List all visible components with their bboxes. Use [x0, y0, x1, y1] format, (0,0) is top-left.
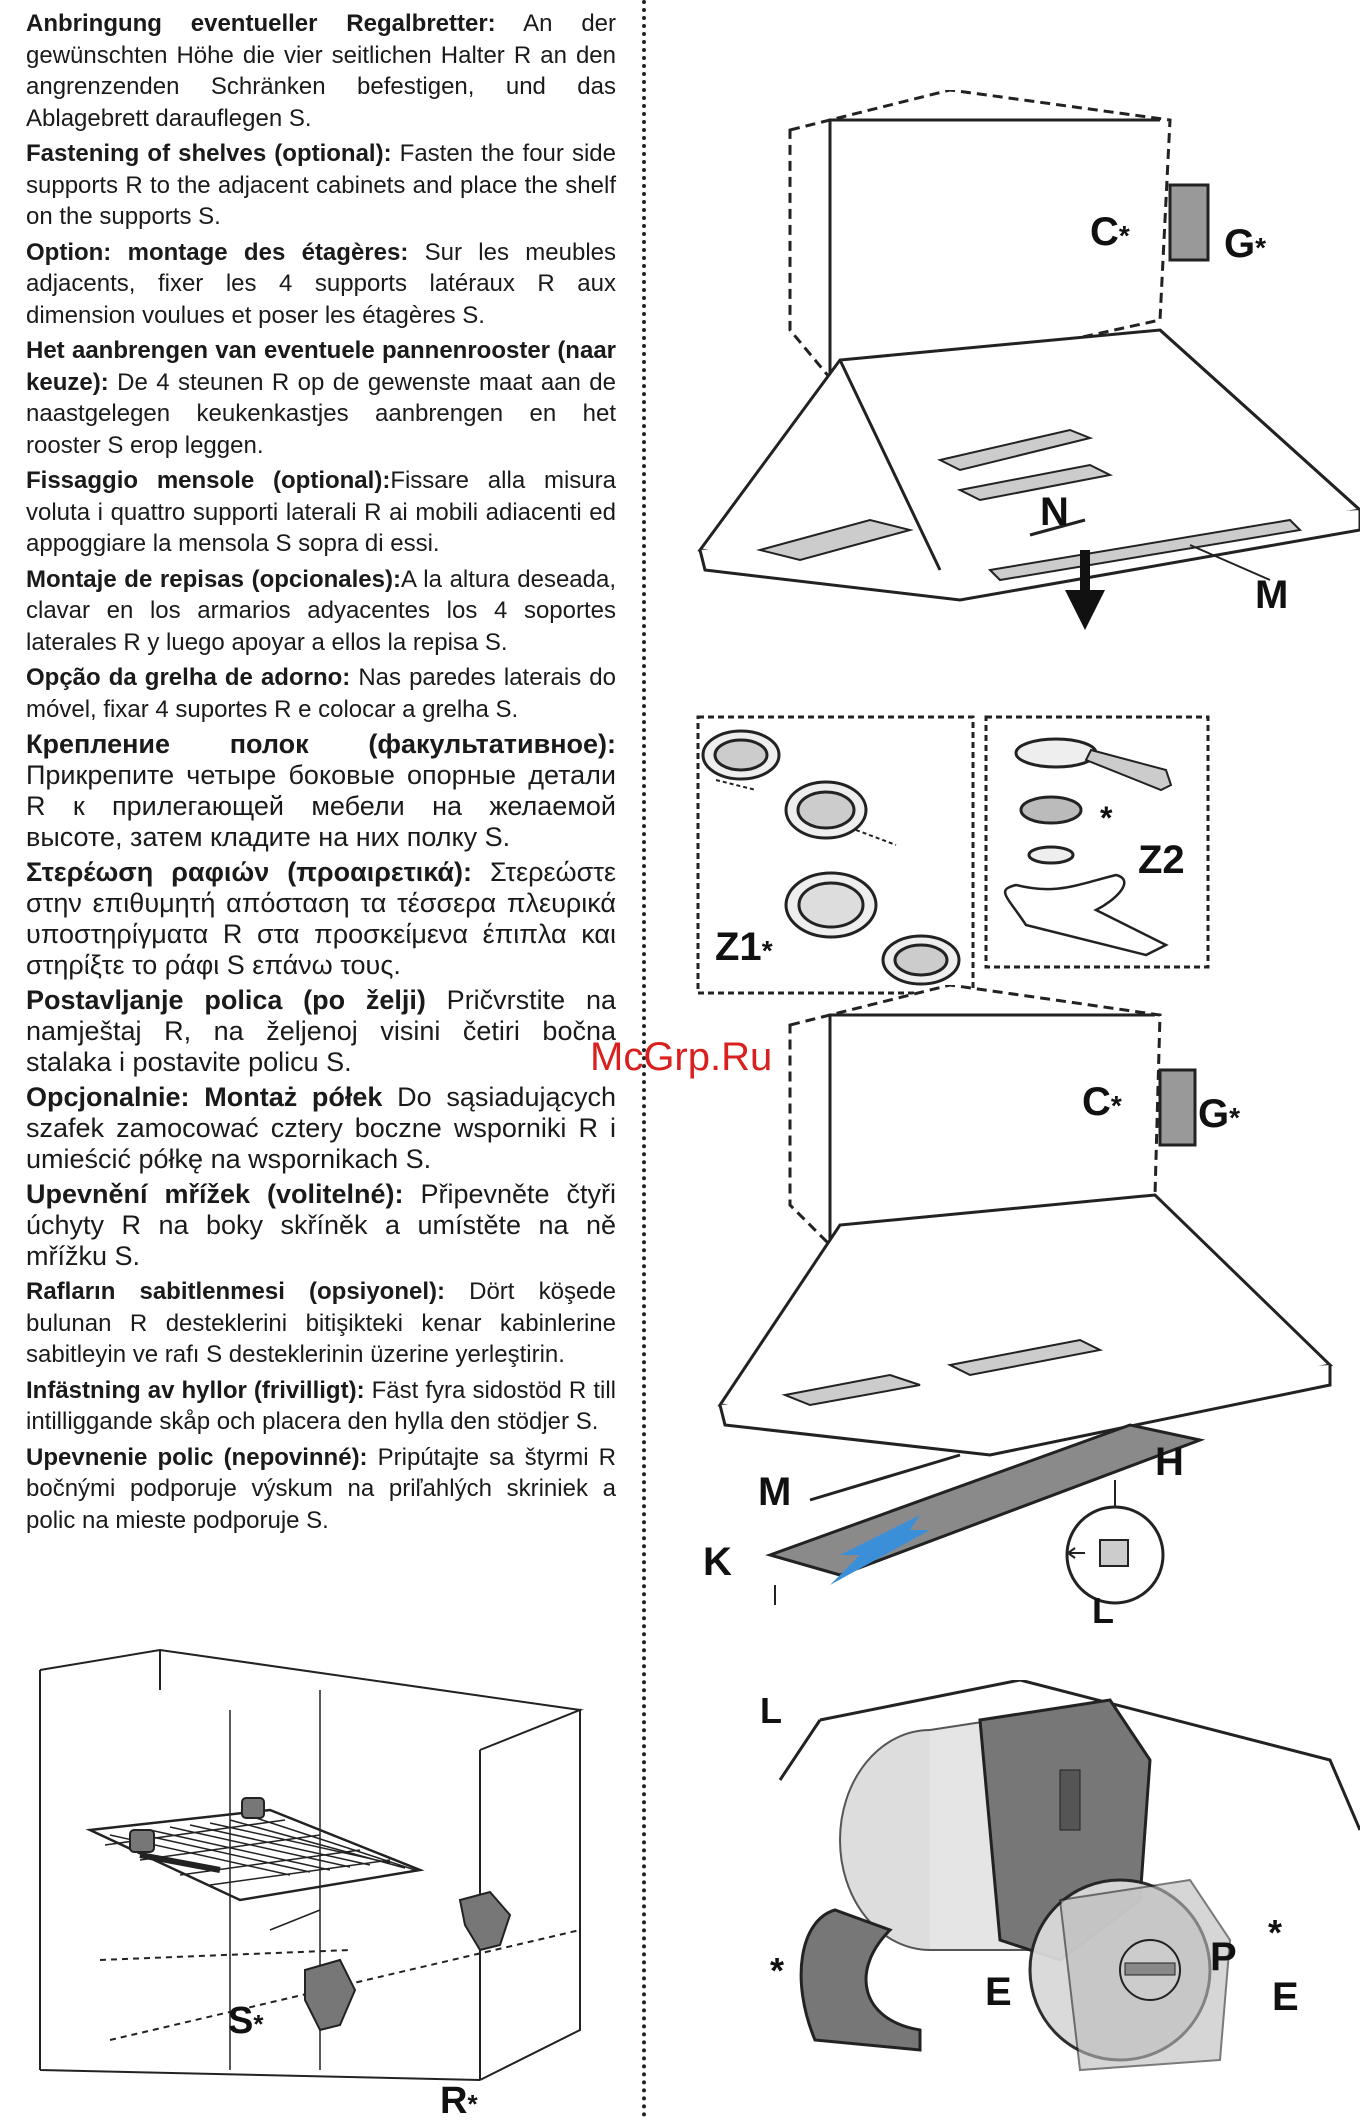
paragraph-sk: Upevnenie polic (nepovinné): Pripútajte sa štyrmi R bočnými podporuje výskum na priľahlých skriniek a polic na mieste podporuje S.	[26, 1443, 616, 1534]
hood2-label-h: H	[1155, 1440, 1184, 1484]
filter-detail-panels	[696, 715, 1211, 995]
hood1-label-n: N	[1040, 490, 1069, 534]
hood2-label-k: K	[703, 1540, 732, 1584]
z2-star: *	[1100, 800, 1113, 836]
paragraph-es: Montaje de repisas (opcionales):A la altura deseada, clavar en los armarios adyacentes los 4 soportes laterales R y luego apoyar a ellos la repisa S.	[26, 565, 617, 656]
hood2-label-g: G*	[1198, 1092, 1241, 1136]
shelf-label-s: S*	[228, 2000, 264, 2042]
paragraph-fr: Option: montage des étagères: Sur les meubles adjacents, fixer les 4 supports latéraux R aux dimension voulues et poser les étagères S.	[26, 238, 617, 329]
paragraph-sv: Infästning av hyllor (frivilligt): Fäst fyra sidostöd R till intilliggande skåp och placera den hylla den stödjer S.	[26, 1376, 616, 1435]
paragraph-tr: Rafların sabitlenmesi (opsiyonel): Dört köşede bulunan R desteklerini bitişikteki kenar kabinlerine sabitleyin ve rafı S desteklerinin üzerine yerleştirin.	[26, 1278, 616, 1368]
hood2-label-l-right: L	[1092, 1590, 1114, 1631]
paragraph-de: Anbringung eventueller Regalbretter: An der gewünschten Höhe die vier seitlichen Halter R an den angrenzenden Schränken befestigen, und das Ablagebrett darauflegen S.	[26, 10, 616, 132]
z1-label: Z1*	[715, 925, 773, 969]
hood1-label-g: G*	[1224, 222, 1267, 266]
shelf-label-r: R*	[440, 2080, 478, 2122]
paragraph-hr: Postavljanje polica (po želji) Pričvrstite na namještaj R, na željenoj visini četiri bočna stalaka i postavite policu S.	[26, 985, 616, 1077]
filter-star-left: *	[770, 1950, 785, 1991]
motor-filter-illustration	[760, 1680, 1360, 2119]
hood1-label-m: M	[1255, 573, 1289, 617]
paragraph-pt: Opção da grelha de adorno: Nas paredes laterais do móvel, fixar 4 suportes R e colocar a grelha S.	[26, 664, 616, 723]
hood-illustration-top	[690, 90, 1360, 650]
hood2-label-m: M	[758, 1470, 792, 1514]
text-column	[0, 0, 646, 2122]
paragraph-ru: Крепление полок (факультативное): Прикрепите четыре боковые опорные детали R к прилегающей мебели на желаемой высоте, затем кладите на них полку S.	[26, 729, 616, 852]
filter-label-e-left: E	[985, 1970, 1012, 2014]
z2-label: Z2	[1138, 838, 1185, 882]
hood2-label-l-left: L	[760, 1690, 782, 1731]
watermark: McGrp.Ru	[590, 1035, 773, 1079]
hood2-label-c: C*	[1082, 1080, 1122, 1124]
paragraph-pl: Opcjonalnie: Montaż półek Do sąsiadujących szafek zamocować cztery boczne wsporniki R i umieścić półkę na wspornikach S.	[26, 1082, 616, 1174]
paragraph-en: Fastening of shelves (optional): Fasten the four side supports R to the adjacent cabinets and place the shelf on the supports S.	[26, 140, 616, 230]
paragraph-it: Fissaggio mensole (optional):Fissare alla misura voluta i quattro supporti laterali R ai mobili adiacenti ed appoggiare la mensola S sopra di essi.	[26, 467, 616, 557]
paragraph-nl: Het aanbrengen van eventuele pannenrooster (naar keuze): De 4 steunen R op de gewenste maat aan de naastgelegen keukenkastjes aanbrengen en het rooster S erop leggen.	[26, 337, 616, 459]
hood1-label-c: C*	[1090, 210, 1130, 254]
filter-star-right: *	[1268, 1912, 1283, 1953]
filter-label-p: P	[1210, 1935, 1237, 1979]
instruction-text	[26, 8, 616, 1540]
shelf-illustration	[20, 1630, 630, 2100]
filter-label-e-right: E	[1272, 1975, 1299, 2019]
paragraph-el: Στερέωση ραφιών (προαιρετικά): Στερεώστε στην επιθυμητή απόσταση τα τέσσερα πλευρικά υποστηρίγματα R στα προσκείμενα έπιπλα και στηρίξτε το ράφι S επάνω τους.	[26, 857, 616, 980]
paragraph-cs: Upevnění mřížek (volitelné): Připevněte čtyři úchyty R na boky skříněk a umístěte na ně mřížku S.	[26, 1179, 616, 1271]
